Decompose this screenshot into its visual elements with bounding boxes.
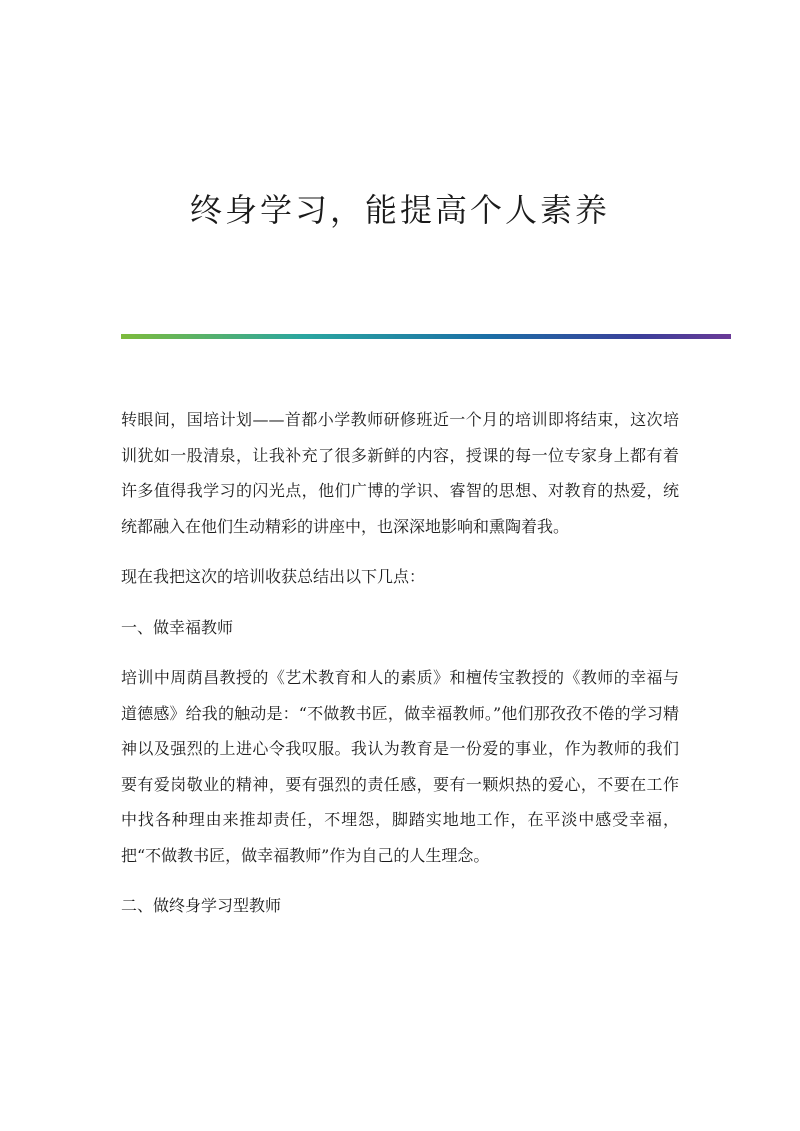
document-title: 终身学习，能提高个人素养 xyxy=(189,191,610,229)
section-heading-2: 二、做终身学习型教师 xyxy=(121,896,282,915)
paragraph-summary-lead: 现在我把这次的培训收获总结出以下几点： xyxy=(121,567,426,586)
section-heading-1: 一、做幸福教师 xyxy=(121,617,234,637)
paragraph-section-1: 培训中周荫昌教授的《艺术教育和人的素质》和檀传宝教授的《教师的幸福与道德感》给我的触动是：“不做教书匠，做幸福教师。”他们那孜孜不倦的学习精神以及强烈的上进心令我叹服。我认为教育是一份爱的事业，作为教师的我们要有爱岗敬业的精神，要有强烈的责任感，要有一颗炽热的爱心，不要在工作中找各种理由来推却责任，不埋怨，脚踏实地地工作，在平淡中感受幸福，把“不做教书匠，做幸福教师”作为自己的人生理念。 xyxy=(121,668,679,865)
title-divider xyxy=(121,334,731,339)
document-body xyxy=(121,402,679,939)
paragraph-intro: 转眼间，国培计划——首都小学教师研修班近一个月的培训即将结束，这次培训犹如一股清泉，让我补充了很多新鲜的内容，授课的每一位专家身上都有着许多值得我学习的闪光点，他们广博的学识、睿智的思想、对教育的热爱，统统都融入在他们生动精彩的讲座中，也深深地影响和熏陶着我。 xyxy=(121,410,679,536)
